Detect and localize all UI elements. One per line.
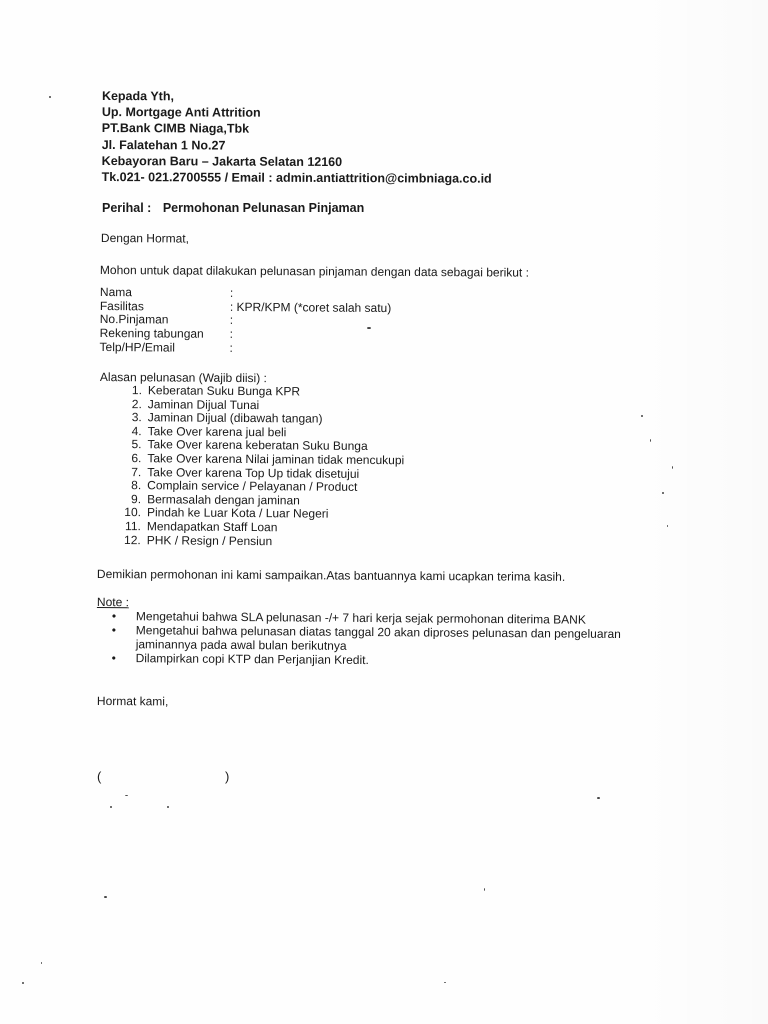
scan-speck — [662, 492, 664, 494]
subject-line — [102, 201, 364, 215]
scan-speck — [125, 795, 128, 796]
list-text: Take Over karena Top Up tidak disetujui — [147, 464, 360, 481]
subject-text: Permohonan Pelunasan Pinjaman — [162, 201, 365, 215]
recipient-line: PT.Bank CIMB Niaga,Tbk — [101, 121, 250, 137]
scan-speck — [167, 806, 169, 808]
field-label: Rekening tabungan — [99, 326, 204, 341]
note-text: Mengetahui bahwa SLA pelunasan -/+ 7 hari kerja sejak permohonan diterima BANK — [135, 609, 586, 627]
list-number: 4. — [131, 423, 142, 438]
subject-label: Perihal : — [102, 201, 152, 215]
data-fields — [100, 286, 392, 357]
bullet-icon: • — [111, 609, 117, 624]
list-item — [112, 651, 626, 669]
list-text: Complain service / Pelayanan / Product — [147, 478, 358, 495]
list-text: Jaminan Dijual (dibawah tangan) — [147, 410, 323, 426]
list-text: Keberatan Suku Bunga KPR — [147, 383, 301, 399]
recipient-line: Kebayoran Baru – Jakarta Selatan 12160 — [101, 153, 343, 169]
list-number: 1. — [131, 383, 143, 398]
signature-open-paren: ( — [97, 769, 102, 784]
scan-speck — [49, 96, 51, 98]
bullet-icon: • — [111, 622, 117, 638]
intro-paragraph: Mohon untuk dapat dilakukan pelunasan pinjaman dengan data sebagai berikut : — [99, 263, 529, 280]
field-label: Telp/HP/Email — [99, 339, 175, 355]
list-item — [112, 624, 626, 655]
field-value: : KPR/KPM (*coret salah satu) — [229, 299, 392, 315]
list-text: Jaminan Dijual Tunai — [147, 396, 260, 412]
scan-speck — [672, 466, 673, 469]
field-value: : — [229, 313, 234, 328]
recipient-address — [102, 88, 493, 187]
note-label: Note : — [96, 595, 130, 610]
recipient-line: Jl. Falatehan 1 No.27 — [101, 137, 226, 153]
recipient-contact: Tk.021- 021.2700555 / Email : admin.antiattrition@cimbniaga.co.id — [101, 170, 492, 186]
field-label: No.Pinjaman — [99, 312, 169, 327]
scan-speck — [641, 415, 643, 417]
signature-close-paren: ) — [225, 769, 230, 784]
closing-paragraph: Demikian permohonan ini kami sampaikan.Atas bantuannya kami ucapkan terima kasih. — [96, 567, 566, 584]
list-number: 7. — [131, 464, 142, 479]
list-text: Take Over karena keberatan Suku Bunga — [147, 437, 368, 454]
scan-speck — [444, 982, 446, 983]
field-label: Nama — [99, 285, 133, 300]
list-number: 8. — [131, 478, 142, 493]
list-text: Mendapatkan Staff Loan — [146, 519, 278, 535]
reasons-list — [116, 384, 405, 549]
list-number: 3. — [131, 410, 142, 425]
list-number: 12. — [124, 532, 141, 547]
scan-speck — [22, 982, 24, 984]
field-value: : — [229, 285, 234, 300]
note-text: Dilampirkan copi KTP dan Perjanjian Kredit. — [135, 650, 369, 667]
scan-speck — [650, 439, 651, 442]
list-number: 10. — [124, 505, 142, 520]
list-text: Pindah ke Luar Kota / Luar Negeri — [146, 505, 329, 522]
scan-speck — [484, 888, 485, 891]
list-number: 5. — [131, 437, 142, 452]
signoff: Hormat kami, — [96, 694, 169, 709]
note-text: Mengetahui bahwa pelunasan diatas tanggal 20 akan diproses pelunasan dan pengeluaran jaminannya pada awal bulan berikutnya — [135, 623, 621, 653]
scan-speck — [41, 962, 42, 964]
bullet-icon: • — [111, 650, 116, 665]
scan-speck — [597, 797, 600, 799]
scan-speck — [667, 525, 668, 527]
list-text: Take Over karena jual beli — [147, 424, 287, 440]
list-text: Take Over karena Nilai jaminan tidak mencukupi — [147, 451, 405, 468]
list-text: PHK / Resign / Pensiun — [146, 532, 273, 548]
field-value: : — [229, 327, 234, 342]
scan-speck — [110, 806, 112, 808]
list-number: 6. — [131, 451, 142, 466]
list-number: 11. — [125, 519, 141, 534]
list-number: 9. — [131, 491, 142, 506]
reasons-title: Alasan pelunasan (Wajib diisi) : — [99, 370, 267, 386]
scan-speck — [104, 896, 107, 898]
notes-list — [112, 610, 626, 670]
scan-edge — [638, 0, 768, 1024]
list-item — [116, 534, 404, 550]
recipient-line: Up. Mortgage Anti Attrition — [101, 105, 261, 120]
list-number: 2. — [131, 396, 142, 411]
field-label: Fasilitas — [99, 298, 144, 314]
field-row — [100, 341, 391, 357]
recipient-line: Kepada Yth, — [101, 88, 175, 104]
list-text: Bermasalah dengan jaminan — [147, 491, 300, 508]
greeting: Dengan Hormat, — [100, 231, 190, 246]
field-value: : — [229, 340, 233, 355]
